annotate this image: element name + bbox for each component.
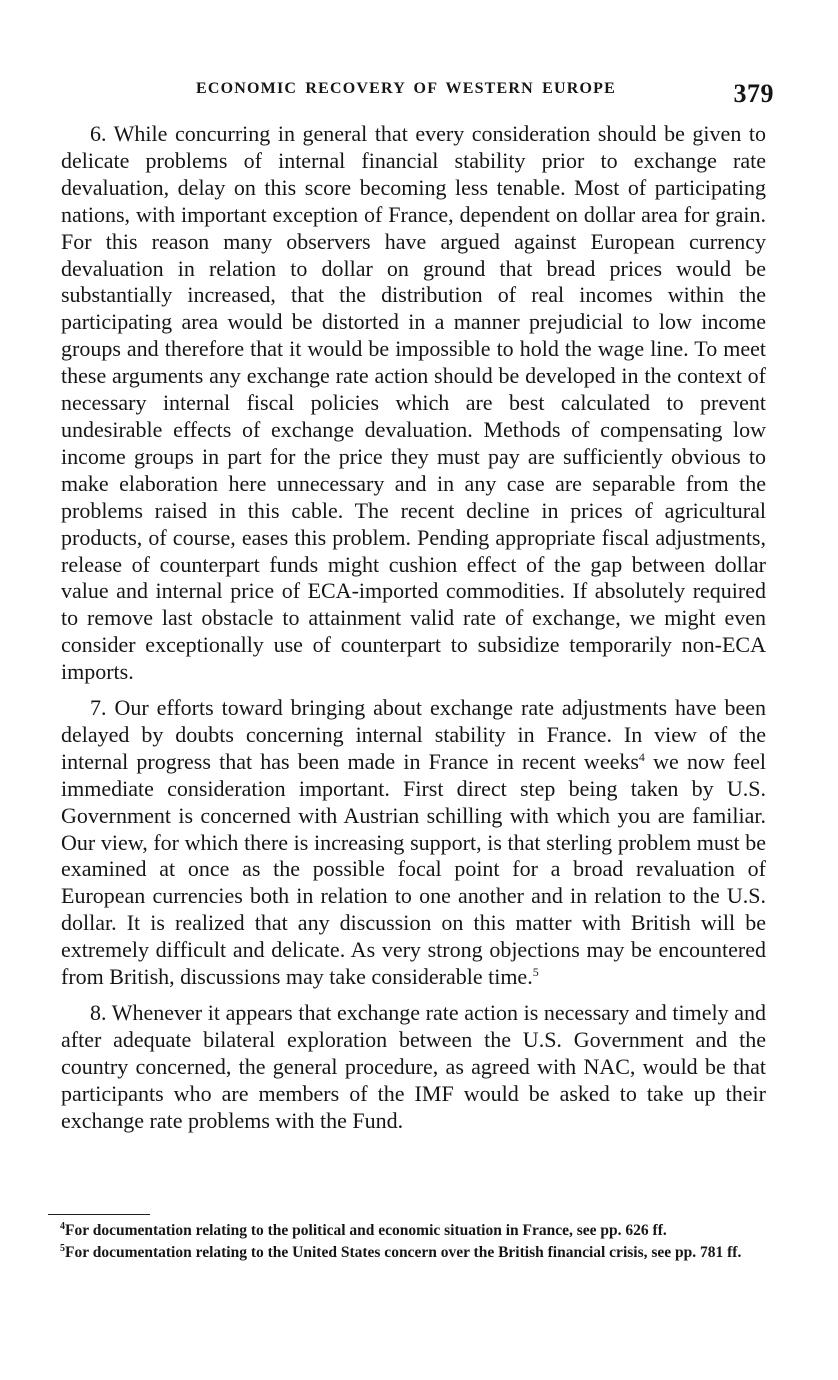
footnote-4 (48, 1222, 753, 1239)
paragraph-7-text-end: we now feel immediate consideration important. First direct step being taken by U.S. Government is concerned with Austrian schilling with which you are familiar. Our view, for which there is increasing support, is that sterling problem must be examined at once as the possible focal point for a broad revaluation of European currencies both in relation to one another and in relation to the U.S. dollar. It is realized that any discussion on this matter with British will be extremely difficult and delicate. As very strong objections may be encountered from British, discussions may take considerable time. (61, 748, 766, 990)
paragraph-7-text-start: 7. Our efforts toward bringing about exchange rate adjustments have been delayed by doubts concerning internal stability in France. In view of the internal progress that has been made in France in recent weeks (61, 695, 766, 774)
running-head: ECONOMIC RECOVERY OF WESTERN EUROPE (196, 80, 616, 97)
footnote-5-mark: 5 (60, 1243, 65, 1254)
footnote-5 (48, 1244, 753, 1261)
paragraph-7 (61, 695, 766, 991)
footnote-4-reference: 4 (638, 749, 645, 764)
page-number: 379 (733, 79, 774, 108)
paragraph-8: 8. Whenever it appears that exchange rate action is necessary and timely and after adequate bilateral exploration between the U.S. Government and the country concerned, the general procedure, as agreed with NAC, would be that participants who are members of the IMF would be asked to take up their exchange rate problems with the Fund. (61, 1000, 766, 1133)
paragraph-6: 6. While concurring in general that every consideration should be given to delicate problems of internal financial stability prior to exchange rate devaluation, delay on this score becoming less tenable. Most of participating nations, with important exception of France, dependent on dollar area for grain. For this reason many observers have argued against European currency devaluation in relation to dollar on ground that bread prices would be substantially increased, that the distribution of real incomes within the participating area would be distorted in a manner prejudicial to low income groups and therefore that it would be impossible to hold the wage line. To meet these arguments any exchange rate action should be developed in the context of necessary internal fiscal policies which are best calculated to prevent undesirable effects of exchange devaluation. Methods of compensating low income groups in part for the price they must pay are sufficiently obvious to make elaboration here unnecessary and in any case are separable from the problems raised in this cable. The recent decline in prices of agricultural products, of course, eases this problem. Pending appropriate fiscal adjustments, release of counterpart funds might cushion effect of the gap between dollar value and internal price of ECA-imported commodities. If absolutely required to remove last obstacle to attainment valid rate of exchange, we might even consider exceptionally use of counterpart to subsidize temporarily non-ECA imports. (61, 121, 766, 685)
main-text (61, 121, 766, 1135)
footnote-5-reference: 5 (532, 965, 539, 980)
footnote-5-text: For documentation relating to the United States concern over the British financial crisis, see pp. 781 ff. (65, 1244, 742, 1261)
footnote-4-text: For documentation relating to the political and economic situation in France, see pp. 626 ff. (65, 1222, 667, 1239)
footnote-4-mark: 4 (60, 1221, 65, 1232)
footnotes (48, 1222, 753, 1266)
footnote-divider (48, 1214, 150, 1215)
